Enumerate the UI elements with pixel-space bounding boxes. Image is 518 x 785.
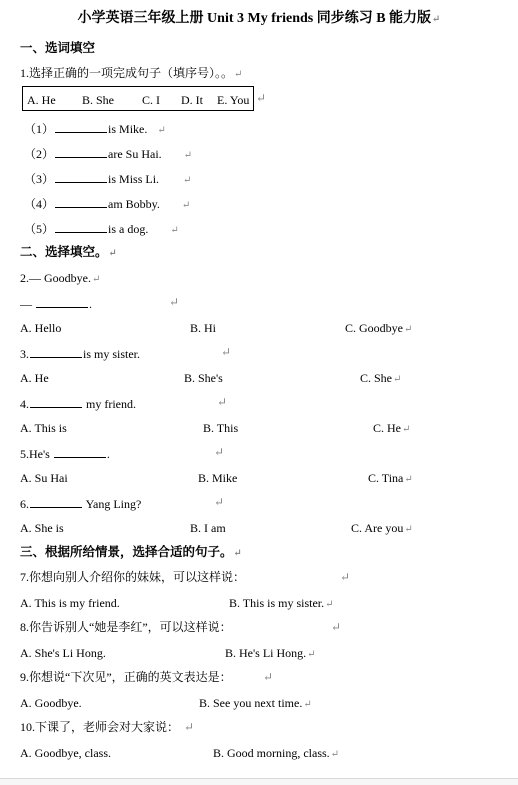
paragraph-mark: ↵ [340,570,351,584]
q1-item-2: （2） are Su Hai. ↵ [24,147,193,161]
document-title [0,11,518,28]
q6-option-a[interactable]: A. She is [20,521,64,535]
question-8-stem: 8.你告诉别人“她是李红”，可以这样说： [20,620,232,634]
q7-option-a[interactable]: A. This is my friend. [20,596,120,610]
question-9-stem: 9.你想说“下次见”，正确的英文表达是： [20,670,232,684]
answer-blank[interactable] [30,346,82,358]
question-6-stem: 6. Yang Ling? [20,497,142,511]
word-option-a: A. He [27,93,56,107]
q5-option-c[interactable]: C. Tina↵ [368,471,413,485]
paragraph-mark: ↵ [256,91,267,105]
q1-item-3: （3） is Miss Li. ↵ [24,172,192,186]
paragraph-mark: ↵ [263,670,274,684]
paragraph-mark: ↵ [169,295,180,309]
question-10-stem: 10.下课了，老师会对大家说： [20,720,180,734]
section-1-heading: 一、选词填空 [20,41,96,55]
q4-option-c[interactable]: C. He↵ [373,421,411,435]
answer-blank[interactable] [55,221,107,233]
paragraph-mark: ↵ [432,14,441,25]
q1-item-1: （1） is Mike. ↵ [24,122,166,136]
q5-option-a[interactable]: A. Su Hai [20,471,68,485]
paragraph-mark: ↵ [214,495,225,509]
q5-option-b[interactable]: B. Mike [198,471,238,485]
q10-option-a[interactable]: A. Goodbye, class. [20,746,111,760]
question-5-stem: 5.He's . [20,447,110,461]
question-3-stem: 3. is my sister. [20,347,141,361]
answer-blank[interactable] [36,296,88,308]
title-text: 小学英语三年级上册 Unit 3 My friends 同步练习 B 能力版 [77,11,432,26]
answer-blank[interactable] [55,121,107,133]
q2-option-b[interactable]: B. Hi [190,321,217,335]
paragraph-mark: ↵ [184,720,195,734]
q1-item-4: （4） am Bobby. ↵ [24,197,191,211]
q10-option-b[interactable]: B. Good morning, class.↵ [213,746,340,760]
question-1-stem: 1.选择正确的一项完成句子（填序号）。。↵ [20,66,243,80]
q2-option-a[interactable]: A. Hello [20,321,62,335]
q3-option-b[interactable]: B. She's [184,371,223,385]
word-option-c: C. I [142,93,160,107]
answer-blank[interactable] [55,146,107,158]
answer-blank[interactable] [55,196,107,208]
question-2-stem: 2.— Goodbye.↵ [20,271,101,285]
paragraph-mark: ↵ [217,395,228,409]
paragraph-mark: ↵ [221,345,232,359]
q8-option-a[interactable]: A. She's Li Hong. [20,646,106,660]
question-4-stem: 4. my friend. [20,397,136,411]
word-option-b: B. She [82,93,115,107]
section-3-heading: 三、根据所给情景，选择合适的句子。↵ [20,545,242,559]
q2-option-c[interactable]: C. Goodbye↵ [345,321,413,335]
q3-option-a[interactable]: A. He [20,371,49,385]
paragraph-mark: ↵ [214,445,225,459]
question-2-answer-line: — . [20,297,92,311]
q8-option-b[interactable]: B. He's Li Hong.↵ [225,646,316,660]
answer-blank[interactable] [54,446,106,458]
word-option-e: E. You [217,93,250,107]
q7-option-b[interactable]: B. This is my sister.↵ [229,596,334,610]
answer-blank[interactable] [55,171,107,183]
question-7-stem: 7.你想向别人介绍你的妹妹，可以这样说： [20,570,246,584]
section-2-heading: 二、选择填空。↵ [20,245,117,259]
q1-item-5: （5） is a dog. ↵ [24,222,179,236]
answer-blank[interactable] [30,496,82,508]
q9-option-b[interactable]: B. See you next time.↵ [199,696,312,710]
q6-option-b[interactable]: B. I am [190,521,226,535]
q9-option-a[interactable]: A. Goodbye. [20,696,82,710]
q4-option-a[interactable]: A. This is [20,421,67,435]
paragraph-mark: ↵ [331,620,342,634]
q6-option-c[interactable]: C. Are you↵ [351,521,413,535]
answer-blank[interactable] [30,396,82,408]
page-bottom-edge [0,778,518,785]
q3-option-c[interactable]: C. She↵ [360,371,402,385]
q4-option-b[interactable]: B. This [203,421,239,435]
word-option-d: D. It [181,93,203,107]
